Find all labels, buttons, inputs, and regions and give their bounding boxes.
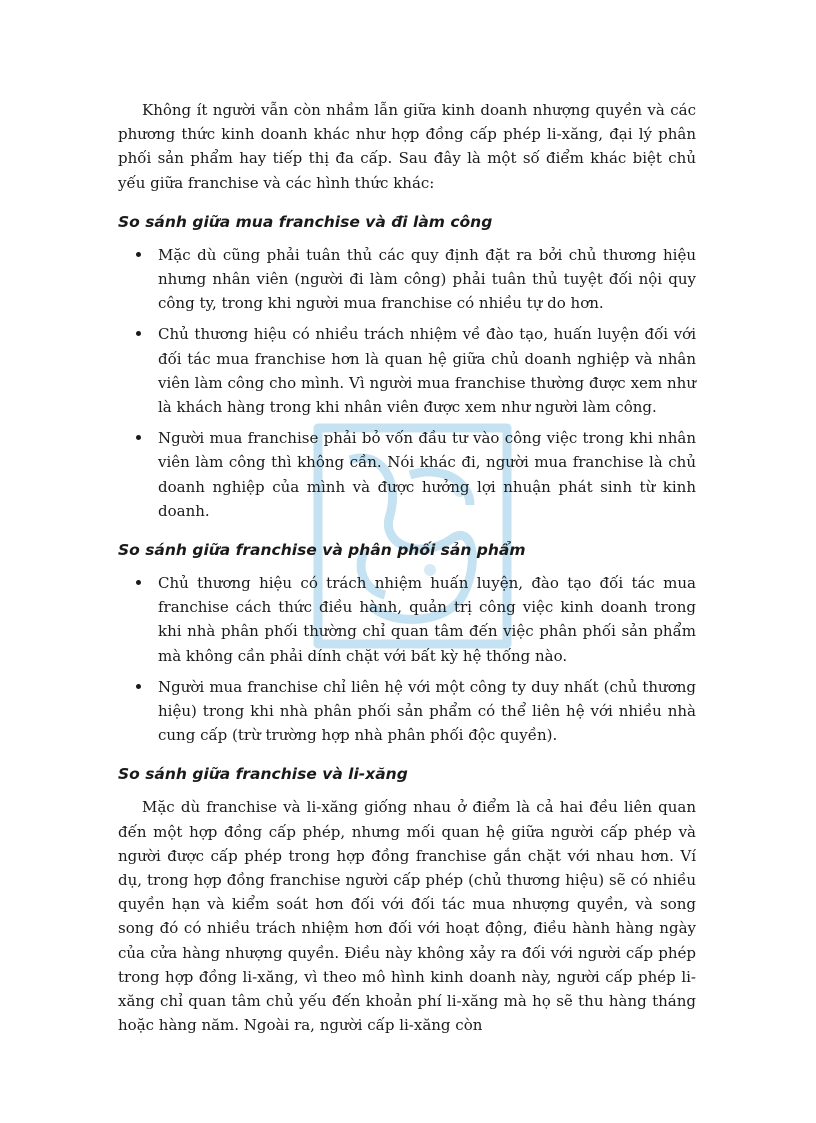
section-heading-license: So sánh giữa franchise và li-xăng xyxy=(118,765,408,784)
list-item: Mặc dù cũng phải tuân thủ các quy định đặt ra bởi chủ thương hiệu nhưng nhân viên (người đi làm công) phải tuân thủ tuyệt đối nội quy công ty, trong khi người mua franchise có nhiều tự do hơn. xyxy=(158,243,696,316)
bullet-list-distribution xyxy=(118,571,696,747)
bullet-icon xyxy=(136,684,141,689)
section-heading-distribution: So sánh giữa franchise và phân phối sản phẩm xyxy=(118,541,526,560)
list-item: Người mua franchise phải bỏ vốn đầu tư vào công việc trong khi nhân viên làm công thì không cần. Nói khác đi, người mua franchise là chủ doanh nghiệp của mình và được hưởng lợi nhuận phát sinh từ kinh doanh. xyxy=(158,426,696,523)
bullet-icon xyxy=(136,580,141,585)
bullet-list-employment xyxy=(118,243,696,523)
section-heading-employment: So sánh giữa mua franchise và đi làm công xyxy=(118,212,493,231)
bullet-icon xyxy=(136,252,141,257)
document-body xyxy=(118,98,696,1038)
list-item: Chủ thương hiệu có trách nhiệm huấn luyện, đào tạo đối tác mua franchise cách thức điều hành, quản trị công việc kinh doanh trong khi nhà phân phối thường chỉ quan tâm đến việc phân phối sản phẩm mà không cần phải dính chặt với bất kỳ hệ thống nào. xyxy=(158,571,696,668)
bullet-icon xyxy=(136,435,141,440)
list-item: Chủ thương hiệu có nhiều trách nhiệm về đào tạo, huấn luyện đối với đối tác mua franchise hơn là quan hệ giữa chủ doanh nghiệp và nhân viên làm công cho mình. Vì người mua franchise thường được xem như là khách hàng trong khi nhân viên được xem như người làm công. xyxy=(158,322,696,419)
bullet-icon xyxy=(136,331,141,336)
list-item: Người mua franchise chỉ liên hệ với một công ty duy nhất (chủ thương hiệu) trong khi nhà phân phối sản phẩm có thể liên hệ với nhiều nhà cung cấp (trừ trường hợp nhà phân phối độc quyền). xyxy=(158,675,696,748)
intro-paragraph: Không ít người vẫn còn nhầm lẫn giữa kinh doanh nhượng quyền và các phương thức kinh doanh khác như hợp đồng cấp phép li-xăng, đại lý phân phối sản phẩm hay tiếp thị đa cấp. Sau đây là một số điểm khác biệt chủ yếu giữa franchise và các hình thức khác: xyxy=(118,101,696,192)
license-paragraph: Mặc dù franchise và li-xăng giống nhau ở điểm là cả hai đều liên quan đến một hợp đồng cấp phép, nhưng mối quan hệ giữa người cấp phép và người được cấp phép trong hợp đồng franchise gắn chặt với nhau hơn. Ví dụ, trong hợp đồng franchise người cấp phép (chủ thương hiệu) sẽ có nhiều quyền hạn và kiểm soát hơn đối với đối tác mua nhượng quyền, và song song đó có nhiều trách nhiệm hơn đối với hoạt động, điều hành hàng ngày của cửa hàng nhượng quyền. Điều này không xảy ra đối với người cấp phép trong hợp đồng li-xăng, vì theo mô hình kinh doanh này, người cấp phép li-xăng chỉ quan tâm chủ yếu đến khoản phí li-xăng mà họ sẽ thu hàng tháng hoặc hàng năm. Ngoài ra, người cấp li-xăng còn xyxy=(118,798,696,1035)
